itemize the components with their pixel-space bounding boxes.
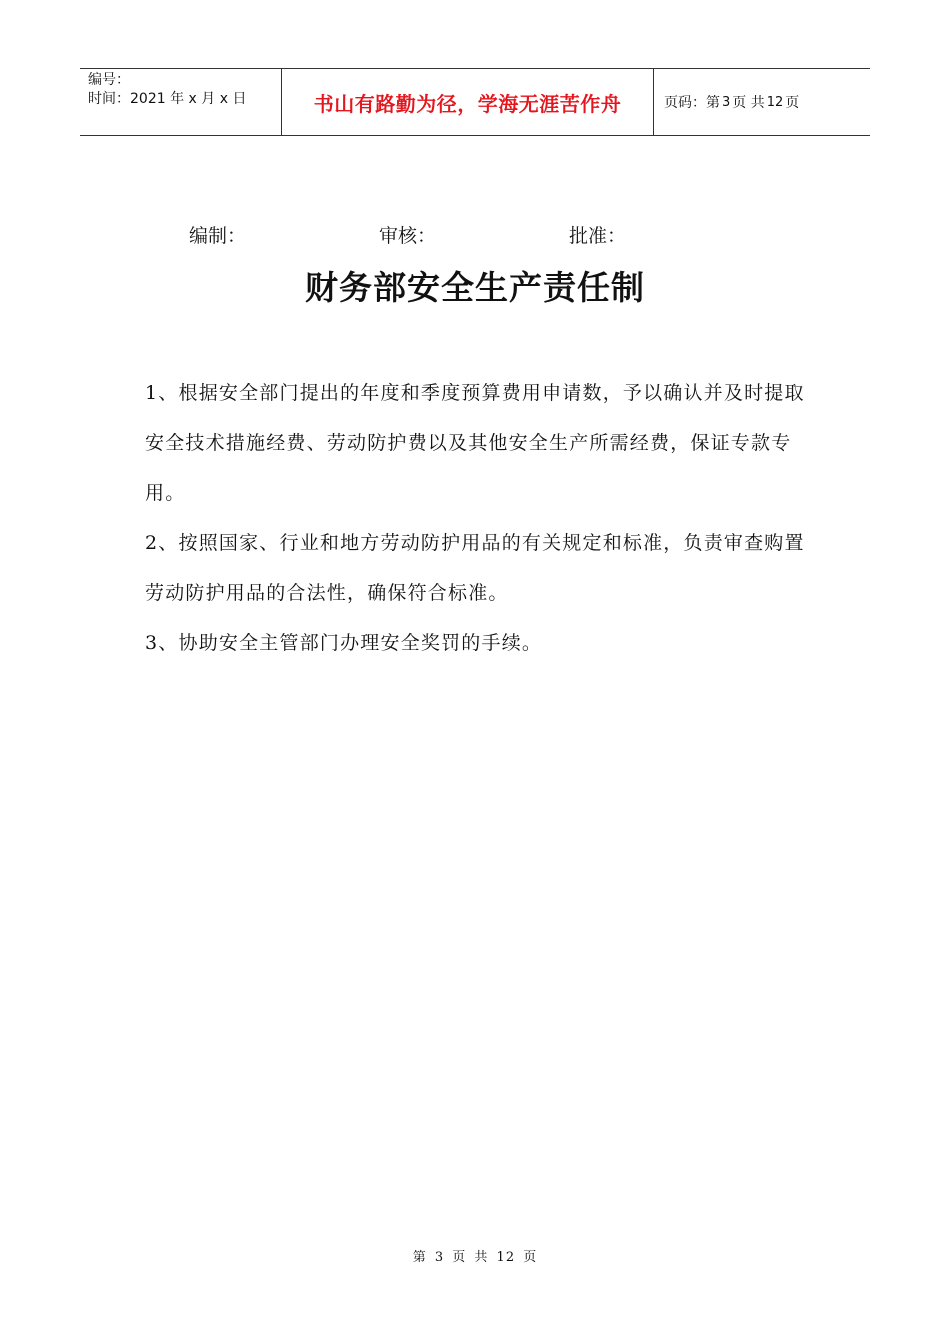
paragraph-2: 2、按照国家、行业和地方劳动防护用品的有关规定和标准，负责审查购置劳动防护用品的合法性，确保符合标准。	[145, 532, 805, 604]
paragraph-3: 3、协助安全主管部门办理安全奖罚的手续。	[145, 632, 543, 654]
document-body	[145, 368, 815, 668]
page-mid: 页 共	[732, 95, 765, 111]
header-motto: 书山有路勤为径，学海无涯苦作舟	[282, 69, 654, 135]
signature-row	[189, 221, 626, 248]
page-current: 3	[722, 94, 731, 110]
page-prefix: 页码：第	[664, 95, 720, 111]
approved-label: 批准：	[569, 225, 627, 247]
page-footer: 第 3 页 共 12 页	[412, 1250, 538, 1265]
reviewed-label: 审核：	[379, 225, 437, 247]
page-suffix: 页	[785, 95, 800, 111]
header-page-info	[654, 69, 870, 135]
number-label: 编号：	[88, 72, 130, 88]
document-header	[80, 68, 870, 136]
document-title: 财务部安全生产责任制	[305, 268, 645, 307]
page-total: 12	[766, 94, 784, 110]
paragraph-1: 1、根据安全部门提出的年度和季度预算费用申请数，予以确认并及时提取安全技术措施经费、劳动防护费以及其他安全生产所需经费，保证专款专用。	[145, 382, 805, 504]
header-meta	[80, 69, 282, 135]
compiled-label: 编制：	[189, 225, 247, 247]
time-label: 时间：2021 年 x 月 x 日	[88, 91, 247, 107]
